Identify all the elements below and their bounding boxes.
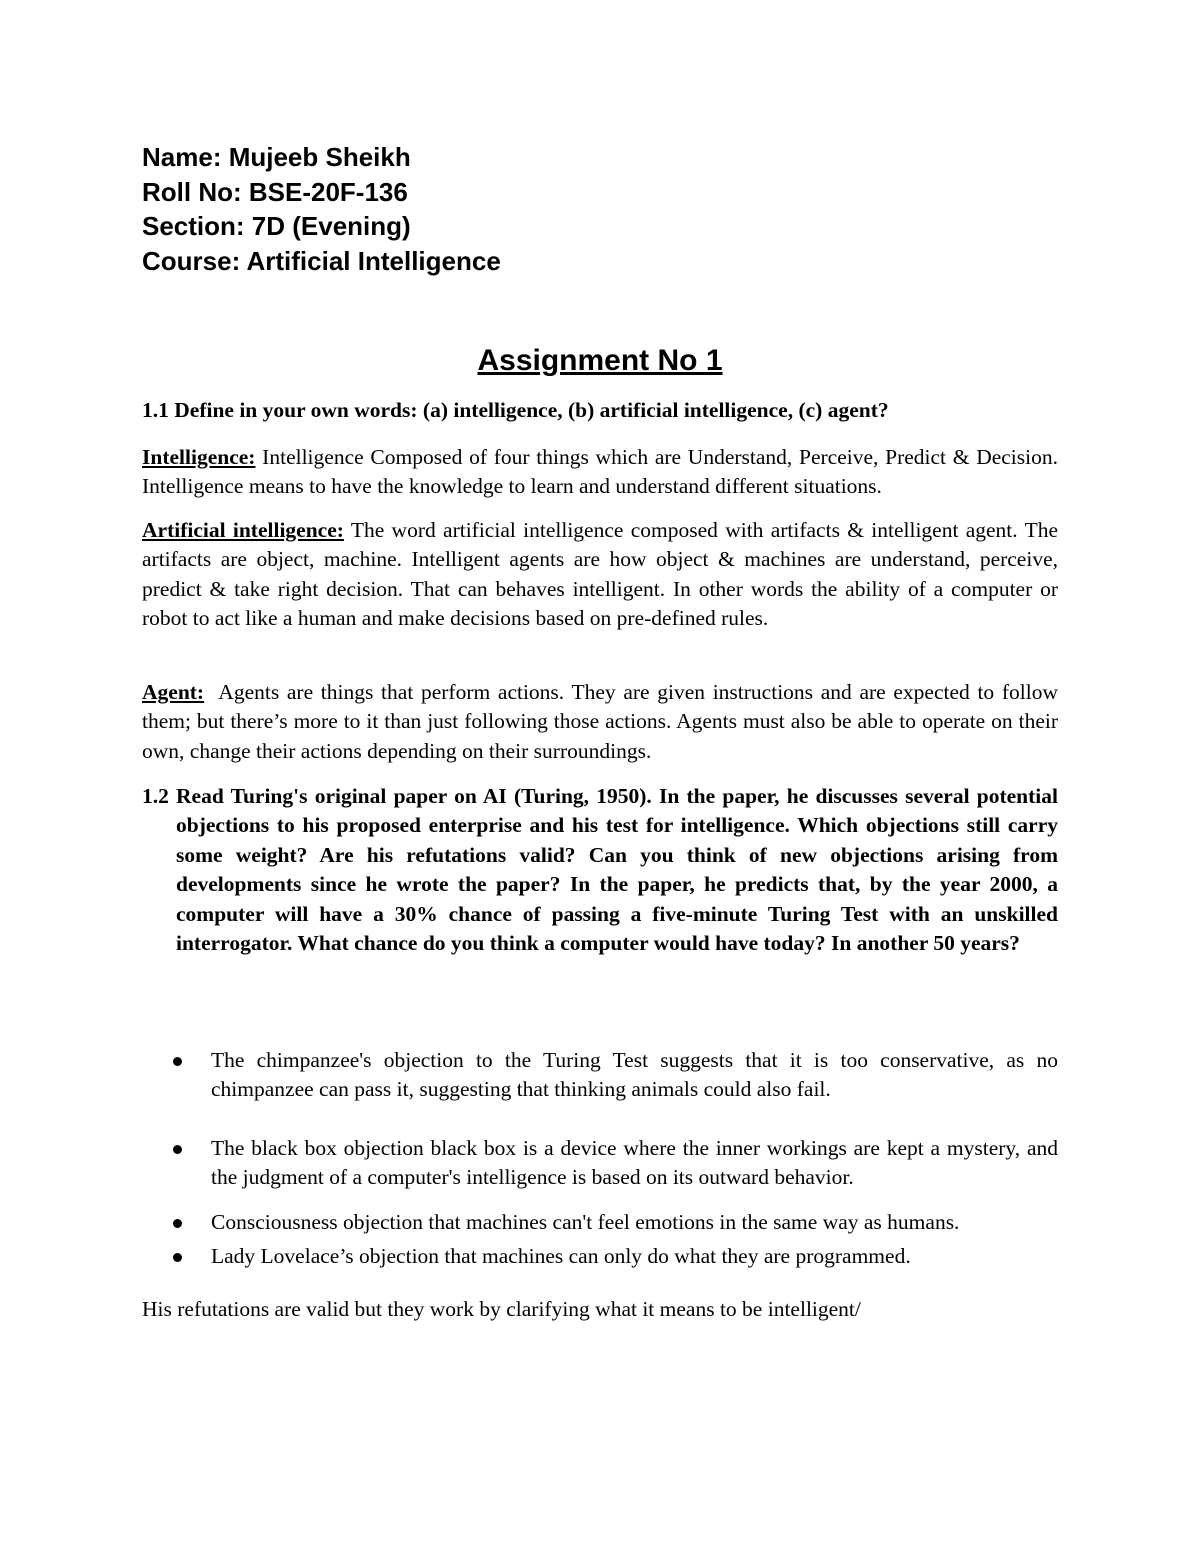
list-item-text: The chimpanzee's objection to the Turing Test suggests that it is too conservative, as no chimpanzee can pass it, suggesting that thinking animals could also fail. — [211, 1048, 1058, 1102]
question-1-2-text: Read Turing's original paper on AI (Turing, 1950). In the paper, he discusses several potential objections to his proposed enterprise and his test for intelligence. Which objections still carry some weight? Are his refutations valid? Can you think of new objections arising from developments since he wrote the paper? In the paper, he predicts that, by the year 2000, a computer will have a 30% chance of passing a five-minute Turing Test with an unskilled interrogator. What chance do you think a computer would have today? In another 50 years? — [176, 784, 1058, 956]
intelligence-text: Intelligence Composed of four things which are Understand, Perceive, Predict & Decision. Intelligence means to have the knowledge to learn and understand different situations. — [142, 445, 1058, 499]
artificial-intelligence-paragraph — [142, 516, 1058, 634]
question-1-1: 1.1 Define in your own words: (a) intelligence, (b) artificial intelligence, (c) agent? — [142, 398, 889, 422]
bullet-icon — [173, 1057, 182, 1066]
artificial-intelligence-label: Artificial intelligence: — [142, 518, 344, 542]
agent-label: Agent: — [142, 680, 205, 704]
agent-text: Agents are things that perform actions. They are given instructions and are expected to follow them; but there’s more to it than just following those actions. Agents must also be able to operate on their own, change their actions depending on their surroundings. — [142, 680, 1064, 763]
agent-paragraph — [142, 678, 1064, 766]
bullet-icon — [173, 1145, 182, 1154]
question-1-2-number: 1.2 — [142, 784, 169, 808]
list-item — [172, 1242, 1058, 1271]
list-item — [172, 1046, 1058, 1105]
bullet-icon — [173, 1219, 182, 1228]
student-info — [142, 140, 501, 278]
list-item-text: Consciousness objection that machines can't feel emotions in the same way as humans. — [211, 1210, 960, 1234]
roll-number: Roll No: BSE-20F-136 — [142, 176, 408, 207]
closing-paragraph: His refutations are valid but they work by clarifying what it means to be intelligent/ — [142, 1297, 861, 1321]
question-1-2 — [142, 782, 1058, 958]
assignment-title: Assignment No 1 — [477, 344, 723, 377]
intelligence-label: Intelligence: — [142, 445, 256, 469]
list-item-text: The black box objection black box is a device where the inner workings are kept a mystery, and the judgment of a computer's intelligence is based on its outward behavior. — [211, 1136, 1058, 1190]
section: Section: 7D (Evening) — [142, 211, 411, 241]
student-name: Name: Mujeeb Sheikh — [142, 142, 411, 172]
list-item-text: Lady Lovelace’s objection that machines can only do what they are programmed. — [211, 1244, 911, 1268]
intelligence-paragraph — [142, 443, 1058, 502]
bullet-icon — [173, 1253, 182, 1262]
list-item — [172, 1208, 1058, 1237]
course: Course: Artificial Intelligence — [142, 245, 501, 276]
list-item — [172, 1134, 1058, 1193]
artificial-intelligence-text: The word artificial intelligence composed with artifacts & intelligent agent. The artifacts are object, machine. Intelligent agents are how object & machines are understand, perceive, predict & take right decision. That can behaves intelligent. In other words the ability of a computer or robot to act like a human and make decisions based on pre-defined rules. — [142, 518, 1058, 631]
